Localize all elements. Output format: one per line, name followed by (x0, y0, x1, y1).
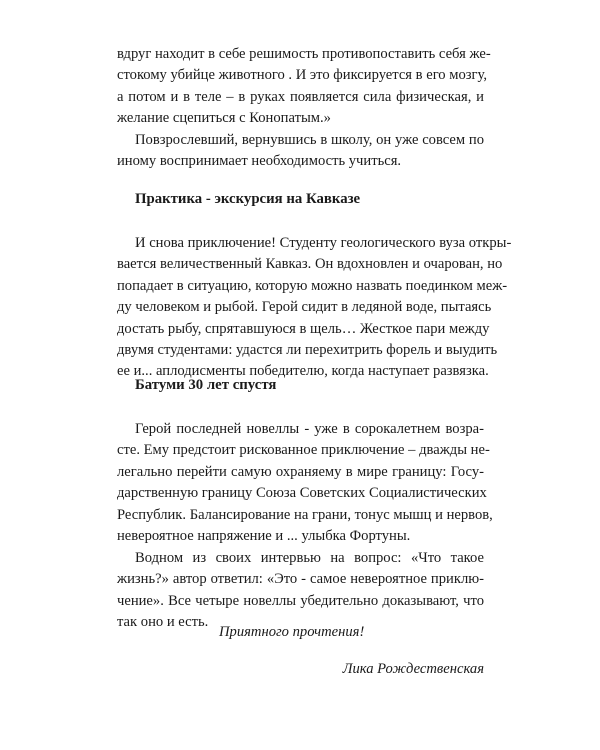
intro-paragraph (117, 44, 491, 130)
text-line: невероятное напряжение и ... улыбка Фортуны. (117, 528, 411, 545)
text-line: а потом и в теле – в руках появляется сила физическая, и (117, 88, 484, 105)
text-line: достать рыбу, спрятавшуюся в щель… Жесткое пари между (117, 320, 490, 337)
closing-wish: Приятного прочтения! (219, 624, 365, 640)
text-line: попадает в ситуацию, которую можно назвать поединком меж- (117, 277, 508, 294)
after-school-paragraph (117, 130, 484, 173)
text-line: Повзрослевший, вернувшись в школу, он уже совсем по (135, 132, 484, 148)
text-line: иному воспринимает необходимость учиться. (117, 153, 402, 170)
interview-paragraph (117, 548, 484, 634)
caucasus-paragraph (117, 233, 512, 383)
text-line: вдруг находит в себе решимость противопоставить себя же- (117, 46, 491, 62)
section-heading-caucasus: Практика - экскурсия на Кавказе (135, 191, 361, 207)
batumi-paragraph (117, 419, 493, 547)
text-line: дарственную границу Союза Советских Социалистических (117, 485, 487, 502)
text-line: легально перейти самую охраняему в мире границу: Госу- (117, 463, 484, 480)
text-line: ду человеком и рыбой. Герой сидит в ледяной воде, пытаясь (117, 299, 492, 316)
text-line: Водном из своих интервью на вопрос: «Что такое (135, 550, 484, 566)
text-line: желание сцепиться с Конопатым.» (117, 110, 331, 127)
text-line: стокому убийце животного . И это фиксируется в его мозгу, (117, 67, 488, 84)
text-line: ее и... аплодисменты победителю, когда наступает развязка. (117, 363, 489, 380)
text-line: сте. Ему предстоит рискованное приключение – дважды не- (117, 442, 490, 459)
text-line: двумя студентами: удастся ли перехитрить форель и выудить (117, 342, 498, 359)
text-line: так оно и есть. (117, 614, 209, 631)
text-line: Герой последней новеллы - уже в сорокалетнем возра- (135, 421, 484, 437)
text-line: Республик. Балансирование на грани, тонус мышц и нервов, (117, 506, 493, 523)
section-heading-batumi: Батуми 30 лет спустя (135, 377, 277, 393)
text-line: чение». Все четыре новеллы убедительно доказывают, что (117, 592, 484, 609)
text-line: И снова приключение! Студенту геологического вуза откры- (135, 235, 512, 251)
text-line: жизнь?» автор ответил: «Это - самое невероятное приклю- (117, 571, 484, 588)
author-signature: Лика Рождественская (342, 661, 484, 677)
text-line: вается величественный Кавказ. Он вдохновлен и очарован, но (117, 256, 503, 273)
